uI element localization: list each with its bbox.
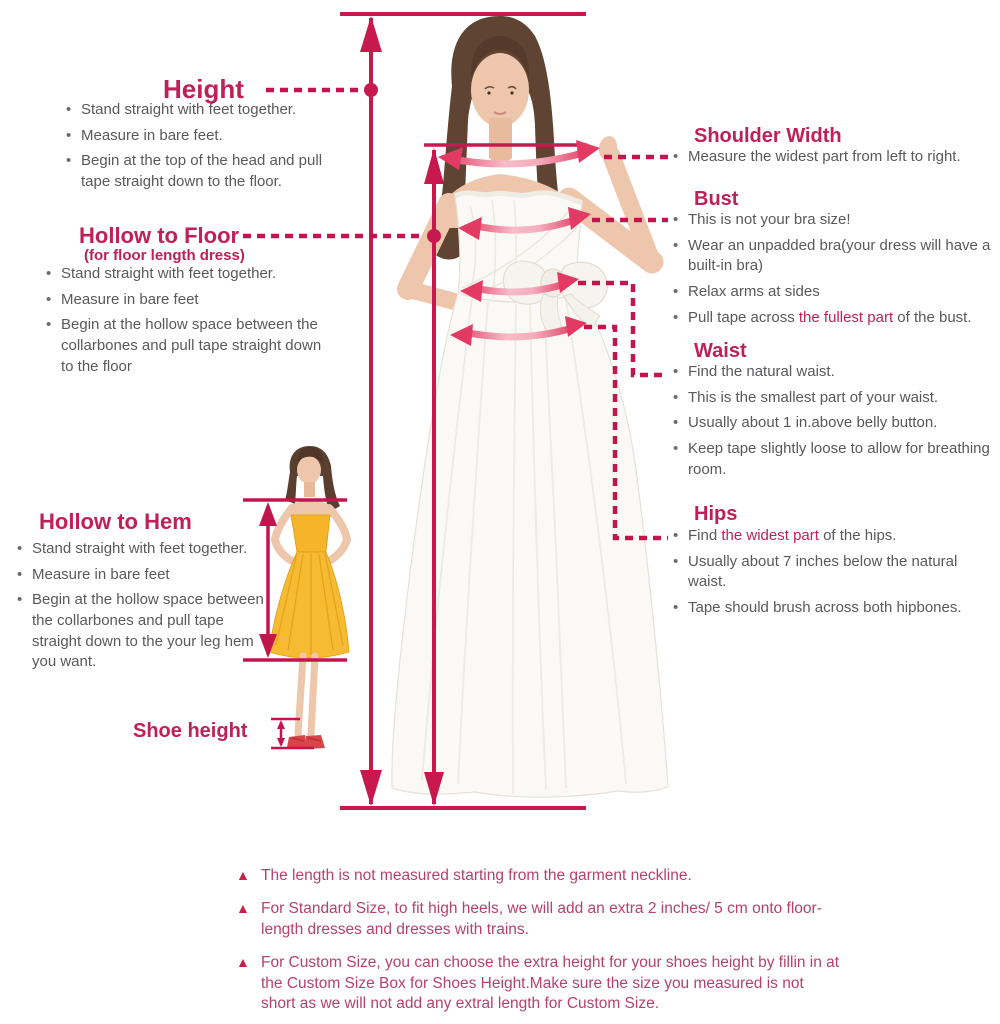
bullet-item: • Begin at the top of the head and pull tape straight down to the floor. — [64, 151, 336, 192]
note-item: ▲ The length is not measured starting from the garment neckline. — [236, 866, 840, 886]
bullet-item: • This is the smallest part of your waist. — [671, 388, 993, 409]
shoe-height-title: Shoe height — [133, 720, 248, 742]
bullet-item: • Find the natural waist. — [671, 362, 993, 383]
face — [471, 53, 529, 127]
bullet-item: • Measure in bare feet — [44, 290, 329, 311]
hips-bullets — [671, 526, 993, 624]
highlight-widest-part: the widest part — [721, 527, 819, 544]
hollow-to-floor-subtitle: (for floor length dress) — [84, 247, 245, 264]
hips-title: Hips — [694, 503, 738, 525]
small-model — [269, 446, 349, 749]
bullet-item: • Relax arms at sides — [671, 282, 993, 303]
neck — [489, 118, 512, 163]
shoulder-ribbon — [452, 151, 590, 164]
bullet-item: • Keep tape slightly loose to allow for breathing room. — [671, 439, 993, 480]
bullet-item: • Measure in bare feet — [15, 565, 270, 586]
bullet-item: • This is not your bra size! — [671, 210, 993, 231]
waist-title: Waist — [694, 340, 747, 362]
waist-bullets — [671, 362, 993, 485]
height-title: Height — [163, 74, 244, 104]
bust-title: Bust — [694, 188, 739, 210]
small-dress-skirt — [269, 552, 349, 658]
bullet-item: • Wear an unpadded bra(your dress will have a built-in bra) — [671, 236, 993, 277]
bullet-item: • Tape should brush across both hipbones. — [671, 598, 993, 619]
highlight-fullest-part: the fullest part — [798, 308, 894, 326]
height-bullets — [64, 100, 336, 198]
bullet-item: • Usually about 7 inches below the natural waist. — [671, 552, 993, 593]
shoulder-width-title: Shoulder Width — [694, 125, 842, 147]
shoulder-width-bullets — [671, 147, 993, 173]
note-item: ▲ For Custom Size, you can choose the extra height for your shoes height by fillin in at the Custom Size Box for Shoes Height.Make sure the size you measured is not short as we will not add any extral length for Custom Size. — [236, 953, 840, 1014]
bullet-item: • Usually about 1 in.above belly button. — [671, 413, 993, 434]
bullet-item: • Stand straight with feet together. — [44, 264, 329, 285]
note-item: ▲ For Standard Size, to fit high heels, we will add an extra 2 inches/ 5 cm onto floor-length dresses and dresses with trains. — [236, 899, 840, 940]
bullet-item: • Begin at the hollow space between the collarbones and pull tape straight down to the your leg hem you want. — [15, 590, 270, 673]
hollow-to-floor-bullets — [44, 264, 329, 382]
bullet-item: • Begin at the hollow space between the collarbones and pull tape straight down to the floor — [44, 315, 329, 377]
bullet-item: • Stand straight with feet together. — [64, 100, 336, 121]
bullet-item: • Find the widest part of the hips. — [671, 526, 993, 547]
hollow-to-hem-title: Hollow to Hem — [39, 509, 192, 534]
bullet-item: • Measure in bare feet. — [64, 126, 336, 147]
hollow-to-hem-bullets — [15, 539, 270, 678]
footer-notes — [236, 866, 840, 1024]
small-dress-bodice — [291, 515, 330, 552]
bullet-item: • Measure the widest part from left to right. — [671, 147, 993, 168]
bullet-item: • Pull tape across the fullest part of the bust. — [671, 308, 993, 329]
hollow-to-floor-title: Hollow to Floor — [79, 223, 240, 248]
bullet-item: • Stand straight with feet together. — [15, 539, 270, 560]
bust-bullets — [671, 210, 993, 333]
